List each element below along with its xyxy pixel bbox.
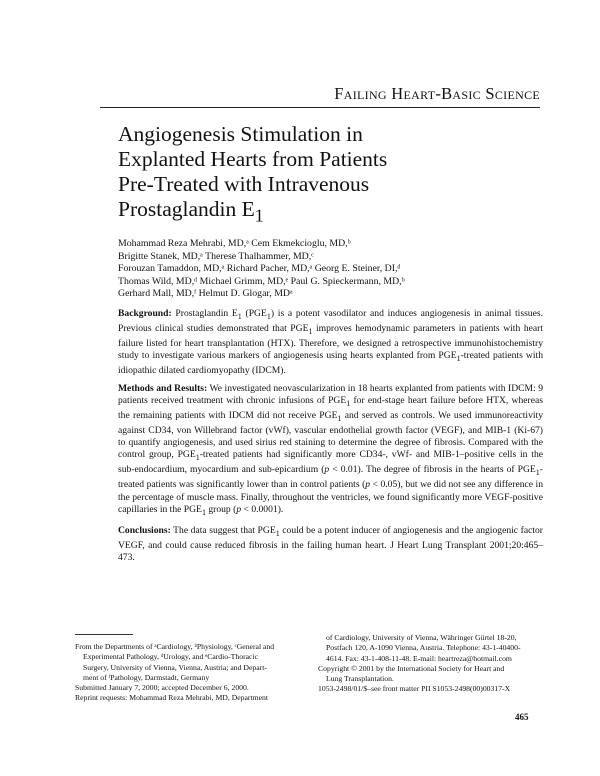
subscript: 1: [275, 528, 280, 538]
subscript: 1: [237, 311, 242, 321]
section-header: [100, 84, 540, 108]
abstract-text: < 0.0001).: [241, 503, 284, 515]
author-line: Gerhard Mall, MD,ᶠ Helmut D. Glogar, MDᵃ: [118, 288, 293, 300]
abstract-text: -treated patients with idiopathic dilated cardiomyopathy (IDCM).: [118, 350, 543, 377]
abstract-text: We investigated neovascularization in 18 hearts explanted from patients with IDCM: 9 patients received treatment with chronic infusions of PGE: [118, 383, 543, 407]
conclusions-label: Conclusions:: [118, 524, 171, 536]
abstract-text: < 0.01). The degree of fibrosis in the hearts of PGE: [329, 464, 536, 476]
abstract-text: The data suggest that PGE: [170, 524, 276, 536]
section-rule: [100, 107, 540, 108]
abstract-text: -treated patients was significantly lower than in control patients (: [118, 464, 543, 491]
author-line: Forouzan Tamaddon, MD,ᵃ Richard Pacher, MD,ᵃ Georg E. Steiner, DI,ᵈ: [118, 263, 401, 275]
abstract-text: Prostaglandin E: [171, 308, 238, 319]
subscript: 1: [266, 311, 271, 321]
author-list: [118, 238, 548, 301]
footnote-line: ment of ᶠPathology, Darmstadt, Germany: [83, 672, 210, 682]
p-value-symbol: p: [236, 503, 242, 515]
footnote-line: From the Departments of ᵃCardiology, ᵇPhysiology, ᶜGeneral and: [75, 642, 275, 651]
subscript: 1: [337, 414, 342, 424]
subscript: 1: [308, 326, 313, 336]
footnote-line: 4614. Fax: 43-1-408-11-48. E-mail: heartreza@hotmail.com: [326, 653, 512, 663]
abstract-text: < 0.05), but we did not see any difference in the percentage of muscle mass. Finally, throughout the ventricles, we found significantly more VEGF-positive capillaries in the PGE: [118, 479, 543, 515]
title-line: Angiogenesis Stimulation in: [118, 122, 363, 146]
footnote-line: of Cardiology, University of Vienna, Währinger Gürtel 18-20,: [326, 633, 517, 642]
p-value-symbol: p: [324, 464, 330, 476]
section-title: Failing Heart-Basic Science: [334, 84, 540, 103]
abstract: [118, 308, 543, 570]
abstract-text: and served as controls. We used immunoreactivity against CD34, von Willebrand factor (vWf), vascular endothelial growth factor (VEGF), and MIB-1 (Ki-67) to quantify angiogenesis, and used sirius red staining to determine the degree of fibrosis. Compared with the control group, PGE: [118, 410, 544, 461]
footnote-line: 1053-2498/01/$–see front matter PII S1053-2498(00)00317-X: [318, 684, 511, 694]
abstract-background: [118, 308, 543, 377]
author-line: Thomas Wild, MD,ᵈ Michael Grimm, MD,ᵉ Paul G. Spieckermann, MD,ᵇ: [118, 275, 405, 287]
abstract-text: group (: [205, 503, 237, 515]
footnote-line: Postfach 120, A-1090 Vienna, Austria. Telephone: 43-1-40400-: [326, 643, 521, 653]
abstract-text: (PGE: [241, 308, 267, 319]
methods-label: Methods and Results:: [118, 383, 208, 395]
subscript: 1: [456, 354, 461, 363]
abstract-text: ) is a potent vasodilator and induces angiogenesis in animal tissues. Previous clinical studies demonstrated that PGE: [118, 308, 543, 334]
footnote-right-column: [318, 633, 546, 695]
p-value-symbol: p: [365, 479, 371, 491]
title-line: Pre-Treated with Intravenous: [118, 172, 370, 196]
footnote-line: Surgery, University of Vienna, Vienna, Austria; and Depart-: [83, 662, 267, 672]
footnote-line: Experimental Pathology, ᵈUrology, and ᵉCardio-Thoracic: [83, 652, 259, 662]
subscript: 1: [201, 507, 206, 517]
author-line: Brigitte Stanek, MD,ᵃ Therese Thalhammer, MD,ᶜ: [118, 250, 314, 262]
abstract-text: could be a potent inducer of angiogenesis and the angiogenic factor VEGF, and could cause reduced fibrosis in the failing human heart. J Heart Lung Transplant 2001;20:465–473.: [118, 524, 543, 563]
footnote-line: Submitted January 7, 2000; accepted December 6, 2000.: [75, 683, 249, 693]
title-subscript: 1: [254, 205, 264, 226]
footnote-left-column: [75, 642, 295, 704]
article-title: [118, 122, 538, 228]
subscript: 1: [346, 399, 351, 409]
subscript: 1: [195, 453, 200, 463]
author-line: Mohammad Reza Mehrabi, MD,ᵃ Cem Ekmekcioglu, MD,ᵇ: [118, 238, 351, 249]
footnote-line: Reprint requests: Mohammad Reza Mehrabi, MD, Department: [75, 693, 268, 703]
subscript: 1: [535, 468, 540, 478]
page-number: 465: [515, 712, 529, 722]
abstract-text: for end-stage heart failure before HTX, whereas the remaining patients with IDCM did not receive PGE: [118, 395, 543, 422]
abstract-text: -treated patients had significantly more CD34-, vWf- and MIB-1–positive cells in the sub-endocardium, myocardium and sub-epicardium (: [118, 449, 543, 476]
abstract-text: improves hemodynamic parameters in patients with heart failure listed for heart transplantation (HTX). Therefore, we designed a retrospective immunohistochemistry study to investigate various markers of angiogenesis using hearts explanted from PGE: [118, 323, 543, 362]
footnote-rule: [75, 634, 133, 635]
title-line: Explanted Hearts from Patients: [118, 147, 388, 171]
title-text: Prostaglandin E: [118, 197, 255, 221]
background-label: Background:: [118, 308, 172, 319]
footnote-line: Lung Transplantation.: [326, 674, 394, 684]
abstract-methods: [118, 383, 543, 518]
abstract-conclusions: [118, 525, 543, 564]
footnote-line: Copyright © 2001 by the International Society for Heart and: [318, 663, 505, 673]
title-line: [118, 197, 538, 228]
